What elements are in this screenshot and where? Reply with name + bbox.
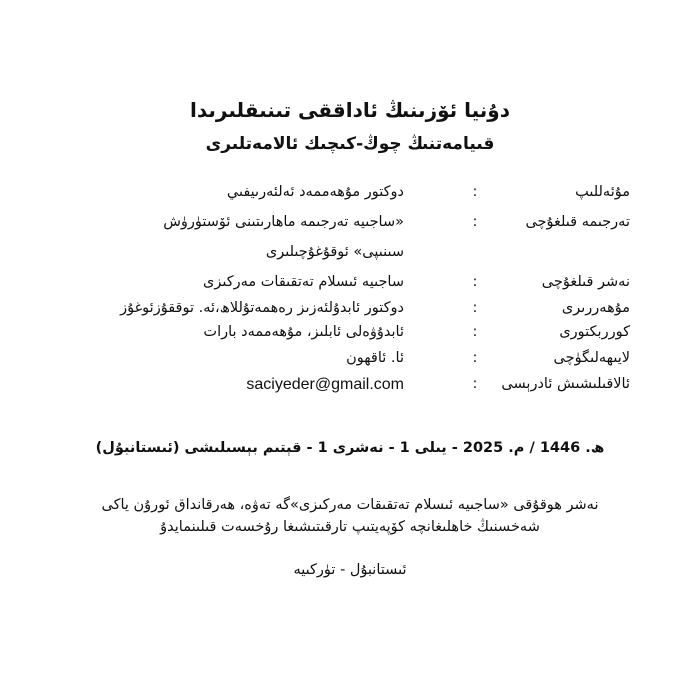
meta-colon: :	[472, 376, 478, 392]
meta-colon: :	[472, 274, 478, 290]
meta-row-translator	[0, 214, 700, 240]
meta-row-translator-cont	[0, 244, 700, 270]
meta-label-designer: لايىھەلىگۈچى	[553, 350, 630, 366]
meta-label-editor: مۇھەررىرى	[561, 300, 630, 316]
edition-info: ھ. 1446 / م. 2025 - يىلى 1 - نەشرى 1 - قېتىم بېسىلىشى (ئىستانبۇل)	[95, 440, 605, 456]
meta-label-contact: ئالاقىلىشىش ئادرېسى	[501, 376, 630, 392]
meta-value-designer: ئا. ئاقھون	[346, 350, 404, 366]
meta-value-proofreader: ئابدۇۋەلى ئابلىز، مۇھەممەد بارات	[203, 324, 404, 340]
meta-colon: :	[472, 184, 478, 200]
book-subtitle: قىيامەتنىڭ چوڭ-كىچىك ئالامەتلىرى	[205, 134, 495, 154]
meta-value-author: دوكتور مۇھەممەد ئەلئەرىيفىي	[226, 184, 404, 200]
meta-row-designer	[0, 350, 700, 376]
copyright-notice	[70, 494, 630, 538]
meta-value-translator: «ساجىيە تەرجىمە ماھارىتىنى ئۆستۈرۈش	[163, 214, 404, 230]
meta-value-translator-cont: سىنىپى» ئوقۇغۇچىلىرى	[265, 244, 404, 260]
meta-label-proofreader: كورربكتورى	[559, 324, 630, 340]
meta-value-editor: دوكتور ئابدۇلئەزىز رەھمەتۇللاھ،ئە. توققۇزئوغۇز	[120, 300, 404, 316]
meta-label-translator: تەرجىمە قىلغۇچى	[525, 214, 630, 230]
copyright-line: شەخسنىڭ خاھلىغانچە كۆپەيتىپ تارقىتىشىغا رۇخسەت قىلىنمايدۇ	[160, 519, 540, 535]
meta-label-author: مۇئەللىپ	[575, 184, 630, 200]
meta-label-publisher: نەشر قىلغۇچى	[541, 274, 630, 290]
meta-colon: :	[472, 324, 478, 340]
meta-colon: :	[472, 214, 478, 230]
book-title: دۇنيا ئۆزىنىڭ ئاداققى تىنىقلىرىدا	[190, 98, 510, 122]
meta-row-publisher	[0, 274, 700, 300]
contact-email: saciyeder@gmail.com	[246, 376, 404, 393]
meta-colon: :	[472, 300, 478, 316]
publication-place: ئىستانبۇل - تۈركىيە	[293, 562, 407, 578]
meta-row-editor	[0, 300, 700, 326]
meta-value-publisher: ساجىيە ئىسلام تەتقىقات مەركىزى	[203, 274, 404, 290]
meta-row-contact	[0, 376, 700, 402]
meta-row-author	[0, 184, 700, 210]
meta-row-proofreader	[0, 324, 700, 350]
meta-colon: :	[472, 350, 478, 366]
copyright-line: نەشر ھوقۇقى «ساجىيە ئىسلام تەتقىقات مەركىزى»گە تەۋە، ھەرقانداق ئورۇن ياكى	[101, 497, 599, 513]
